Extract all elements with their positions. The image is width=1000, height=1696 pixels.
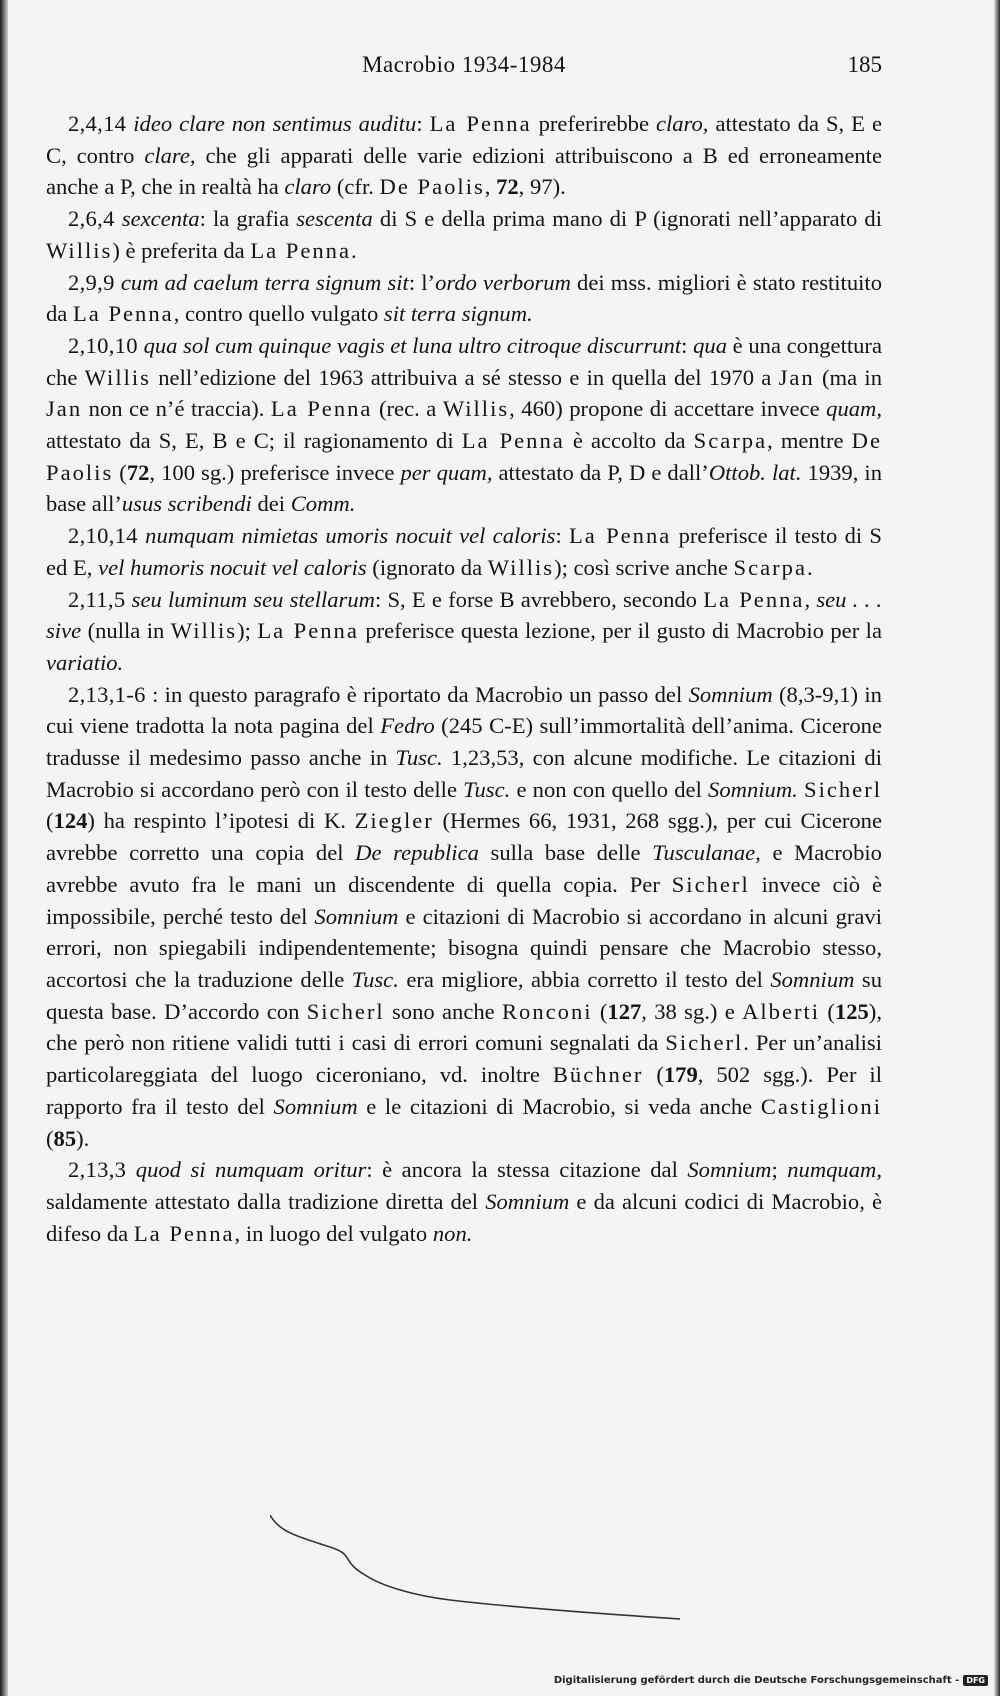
body-text: è una congettura che [46, 332, 882, 390]
credit-text: Digitalisierung gefördert durch die Deutsche Forschungsgemeinschaft - [553, 1675, 960, 1686]
passage-reference: 2,13,3 [68, 1157, 127, 1183]
italic-text: sexcenta [121, 206, 200, 232]
body-text: ; [771, 1157, 788, 1183]
body-text: , 97). [518, 174, 566, 200]
commentary-entry [46, 267, 882, 330]
passage-reference: 2,6,4 [68, 206, 115, 232]
bibliography-number: 179 [663, 1062, 698, 1088]
body-text: , 502 sgg.). Per il rapporto fra il testo del [46, 1062, 882, 1119]
body-text: , in luogo del vulgato [234, 1220, 433, 1246]
author-name: Willis [84, 364, 151, 390]
body-text: (rec. a [372, 396, 443, 422]
body-text: sulla base delle [478, 840, 653, 866]
italic-text: clare, [144, 142, 196, 168]
author-name: De Paolis [379, 174, 485, 200]
author-name: Sicherl [804, 776, 882, 802]
body-text: , [804, 586, 817, 612]
italic-text: per quam, [400, 459, 493, 485]
italic-text: cum ad caelum terra signum sit [120, 269, 409, 295]
body-text: : la grafia [199, 206, 297, 232]
italic-text: ideo clare non sentimus auditu [133, 111, 417, 136]
italic-text: quam, [826, 396, 882, 422]
body-text: . [806, 554, 813, 580]
italic-text: vel humoris nocuit vel caloris [98, 554, 367, 580]
italic-text: Somnium [687, 1157, 772, 1183]
body-text: : [681, 332, 694, 358]
italic-text: ordo verborum [435, 269, 571, 295]
author-name: La Penna [429, 111, 532, 136]
italic-text: Somnium [273, 1093, 358, 1119]
bibliography-number: 85 [53, 1125, 77, 1151]
body-text: , 100 sg.) preferisce invece [149, 459, 401, 485]
body-text: ( [592, 998, 608, 1024]
body-text: ) ha respinto l’ipotesi di K. [87, 808, 355, 834]
author-name: Sicherl [665, 1030, 744, 1056]
body-text: dei mss. migliori è stato restituito da [46, 269, 882, 327]
body-text: dei [251, 491, 291, 517]
scan-shadow-right [994, 0, 1000, 1696]
italic-text: Comm. [290, 491, 356, 517]
body-text: attestato da P, D e dall’ [492, 459, 709, 485]
body-text: (245 C-E) sull’immortalità dell’anima. Cicerone tradusse il medesimo passo anche in [46, 713, 882, 771]
body-text: (cfr. [331, 174, 380, 200]
author-name: Willis [46, 237, 113, 263]
author-name: Büchner [552, 1062, 644, 1088]
italic-text: sit terra signum. [383, 301, 533, 327]
dfg-logo: DFG [963, 1675, 988, 1686]
body-text: : è ancora la stessa citazione dal [366, 1157, 688, 1183]
italic-text: Tusculanae, [652, 840, 761, 866]
body-text: : [555, 523, 569, 549]
running-title: Macrobio 1934-1984 [362, 52, 566, 77]
author-name: La Penna [270, 396, 373, 422]
body-text: ( [113, 459, 127, 485]
body-text: sono anche [384, 998, 502, 1024]
author-name: Scarpa [733, 554, 807, 580]
italic-text: Somnium [770, 966, 855, 992]
italic-text: Somnium. [708, 776, 798, 802]
italic-text: seu . . . sive [46, 586, 882, 644]
body-text: di S e della prima mano di P (ignorati nell’apparato di [372, 206, 882, 232]
italic-text: Ottob. lat. [708, 459, 802, 485]
body-text: non ce n’é traccia). [82, 396, 271, 422]
body-text: . [351, 237, 357, 263]
author-name: La Penna [133, 1220, 235, 1246]
author-name: Ziegler [354, 808, 434, 834]
commentary-entry [46, 584, 882, 679]
italic-text: Tusc. [463, 776, 511, 802]
body-text: : [416, 111, 430, 136]
italic-text: qua [693, 332, 727, 358]
italic-text: non. [432, 1220, 473, 1246]
italic-text: usus scribendi [121, 491, 252, 517]
passage-reference: 2,10,14 [68, 523, 138, 549]
author-name: Jan [46, 396, 83, 422]
commentary-entry [46, 520, 882, 583]
body-text: (ignorato da [366, 554, 488, 580]
italic-text: numquam, [787, 1157, 882, 1183]
author-name: Castiglioni [760, 1093, 882, 1119]
bibliography-number: 127 [607, 998, 642, 1024]
author-name: La Penna [72, 301, 174, 327]
commentary-entry [46, 679, 882, 1155]
scan-shadow-left [0, 0, 8, 1696]
author-name: De Paolis [46, 428, 882, 485]
pen-scribble [270, 1515, 690, 1625]
body-text: preferirebbe [531, 111, 656, 136]
passage-reference: 2,4,14 [68, 111, 127, 136]
body-text: , 38 sg.) e [641, 998, 743, 1024]
italic-text: Tusc. [351, 966, 399, 992]
italic-text: Somnium [485, 1188, 570, 1214]
passage-reference: 2,11,5 [68, 586, 126, 612]
author-name: La Penna [703, 586, 805, 612]
author-name: Willis [442, 396, 510, 422]
italic-text: variatio. [46, 649, 124, 675]
body-text: ( [820, 998, 835, 1024]
italic-text: Fedro [380, 713, 435, 739]
body-text: nell’edizione del 1963 attribuiva a sé stesso e in quella del 1970 a [150, 364, 779, 390]
author-name: Jan [778, 364, 815, 390]
commentary-body [46, 108, 882, 1249]
page-header [46, 52, 882, 88]
body-text: 1,23,53, con alcune modifiche. Le citazioni di Macrobio si accordano però con il testo delle [46, 745, 882, 802]
author-name: La Penna [461, 428, 565, 454]
body-text: 1939, in base all’ [46, 459, 882, 517]
body-text: : S, E e forse B avrebbero, secondo [374, 586, 704, 612]
body-text: saldamente attestato dalla tradizione diretta del [46, 1188, 486, 1214]
italic-text: numquam nimietas umoris nocuit vel caloris [145, 523, 556, 549]
body-text: e citazioni di Macrobio si accordano in alcuni gravi errori, non spiegabili indipendentemente; bisogna quindi pensare che Macrobio stesso, accortosi che la traduzione delle [46, 903, 882, 992]
body-text: . Per un’analisi particolareggiata del luogo ciceroniano, vd. inoltre [46, 1030, 882, 1088]
commentary-entry [46, 108, 882, 203]
italic-text: quod si numquam oritur [135, 1157, 367, 1183]
bibliography-number: 125 [834, 998, 869, 1024]
body-text: e Macrobio avrebbe avuto fra le mani un discendente di quella copia. Per [46, 840, 882, 897]
italic-text: seu luminum seu stellarum [131, 586, 375, 612]
author-name: Alberti [742, 998, 821, 1024]
body-text: , mentre [767, 428, 852, 454]
body-text: e non con quello del [510, 776, 709, 802]
author-name: Willis [487, 554, 555, 580]
body-text: su questa base. D’accordo con [46, 966, 882, 1024]
body-text: : l’ [408, 269, 436, 295]
body-text: ( [46, 1125, 54, 1151]
body-text: : in questo paragrafo è riportato da Macrobio un passo del [152, 681, 689, 707]
author-name: Sicherl [306, 998, 385, 1024]
body-text: invece ciò è impossibile, perché testo del [46, 871, 882, 929]
author-name: Scarpa [693, 428, 768, 454]
commentary-entry [46, 1154, 882, 1249]
body-text: ); così scrive anche [554, 554, 734, 580]
author-name: Ronconi [501, 998, 593, 1024]
commentary-entry [46, 203, 882, 266]
page-number: 185 [847, 52, 882, 77]
author-name: La Penna [257, 618, 359, 644]
body-text: attestato da S, E, B e C; il ragionamento di [46, 428, 462, 454]
bibliography-number: 72 [126, 459, 150, 485]
body-text: ); [237, 618, 258, 644]
body-text: ). [76, 1125, 90, 1151]
digitization-credit [554, 1675, 988, 1686]
italic-text: De republica [355, 840, 479, 866]
body-text: era migliore, abbia corretto il testo del [398, 966, 771, 992]
body-text: è accolto da [564, 428, 694, 454]
body-text: , [484, 174, 497, 200]
body-text: ) è preferita da [112, 237, 251, 263]
body-text: preferisce il testo di S ed E, [46, 523, 883, 580]
bibliography-number: 72 [496, 174, 519, 200]
body-text: , contro quello vulgato [173, 301, 384, 327]
italic-text: claro [284, 174, 332, 200]
passage-reference: 2,10,10 [68, 332, 138, 358]
body-text: e da alcuni codici di Macrobio, è difeso da [46, 1188, 882, 1246]
author-name: Willis [170, 618, 238, 644]
italic-text: Somnium [688, 681, 773, 707]
body-text: (ma in [814, 364, 882, 390]
body-text: ( [643, 1062, 664, 1088]
body-text: preferisce questa lezione, per il gusto di Macrobio per la [358, 618, 882, 644]
body-text: che gli apparati delle varie edizioni attribuiscono a B ed erroneamente anche a P, che in realtà ha [46, 142, 882, 200]
author-name: Sicherl [671, 871, 750, 897]
body-text: attestato da S, E e C, contro [46, 111, 882, 168]
passage-reference: 2,9,9 [68, 269, 115, 295]
body-text: ( [46, 808, 54, 834]
italic-text: Tusc. [395, 745, 443, 771]
author-name: La Penna [569, 523, 672, 549]
body-text: , 460) propone di accettare invece [509, 396, 827, 422]
italic-text: claro, [655, 111, 709, 136]
body-text: (nulla in [81, 618, 171, 644]
body-text: ), che però non ritiene validi tutti i casi di errori comuni segnalati da [46, 998, 882, 1056]
passage-reference: 2,13,1-6 [68, 681, 146, 707]
italic-text: Somnium [314, 903, 399, 929]
bibliography-number: 124 [53, 808, 88, 834]
body-text: e le citazioni di Macrobio, si veda anche [357, 1093, 761, 1119]
italic-text: sescenta [296, 206, 373, 232]
body-text: (8,3-9,1) in cui viene tradotta la nota pagina del [46, 681, 882, 739]
author-name: La Penna [250, 237, 352, 263]
commentary-entry [46, 330, 882, 520]
body-text: (Hermes 66, 1931, 268 sgg.), per cui Cicerone avrebbe corretto una copia del [46, 808, 882, 866]
italic-text: qua sol cum quinque vagis et luna ultro citroque discurrunt [143, 332, 682, 358]
